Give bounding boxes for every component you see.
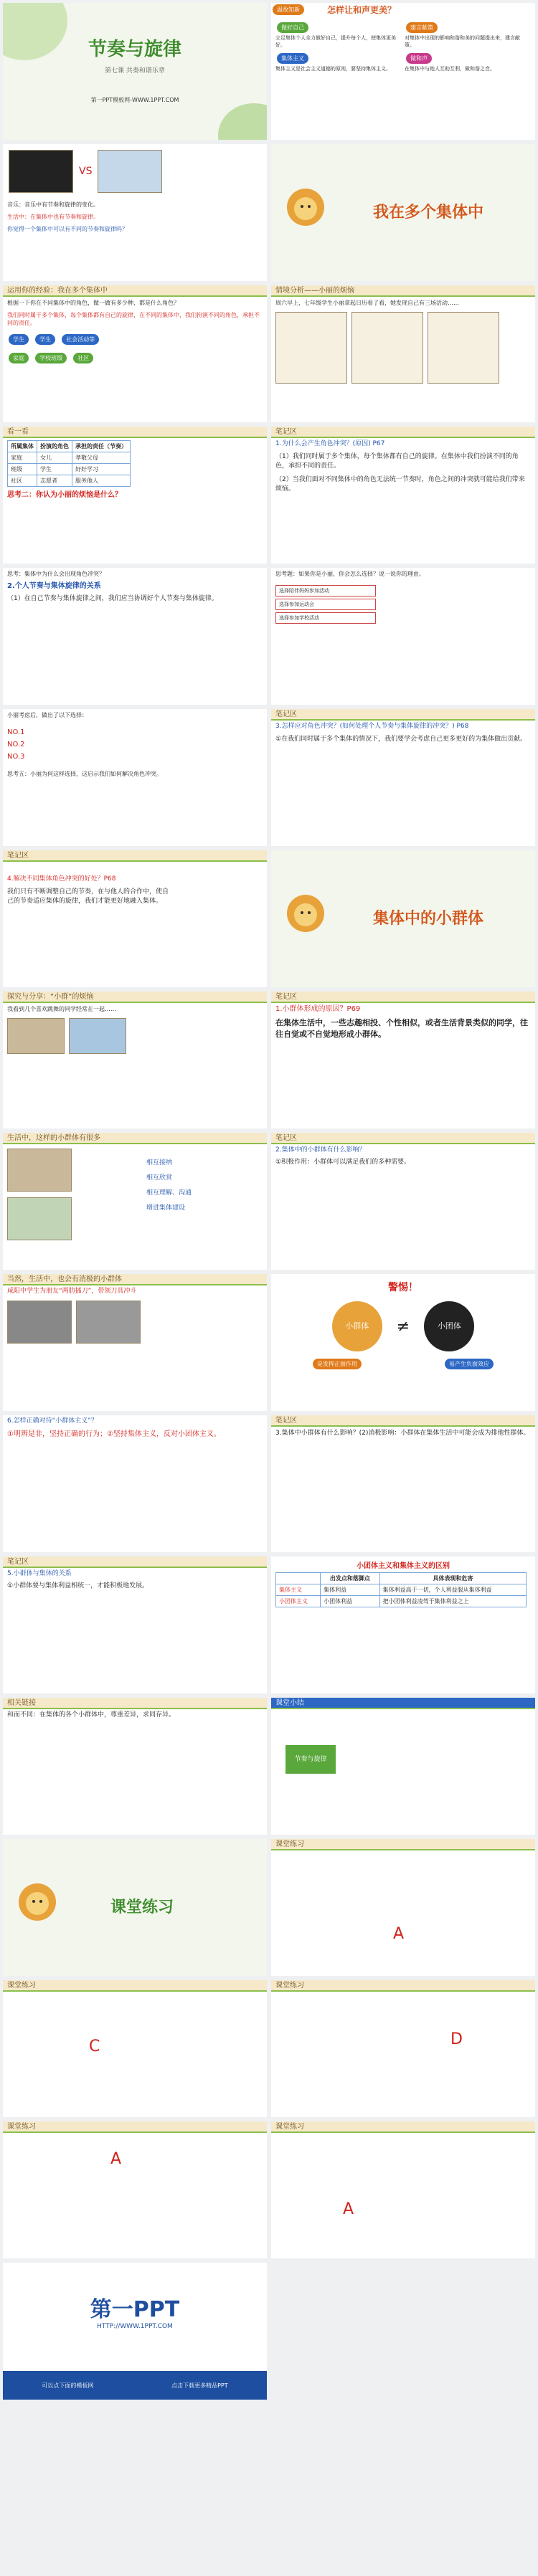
role-cell-3: 社区 xyxy=(73,353,93,363)
note7-header: 笔记区 xyxy=(3,1556,267,1568)
calendar-image-3 xyxy=(428,312,499,384)
note3-t2: 我们只有不断调整自己的节奏，在与他人的合作中，使自己的节奏适应集体的旋律，我们才能更好地融入集体。 xyxy=(7,888,169,905)
choice-opt-2: 选择参加运动会 xyxy=(275,599,376,610)
note7-t2: ①小群体要与集体利益相统一，才能积极地发展。 xyxy=(7,1582,149,1589)
decision-q: 思考五：小丽为何这样选择，这启示我们如何解决角色冲突。 xyxy=(7,771,162,777)
review-t1: 立足集体个人全力做好自己，提升每个人，使集体更美好。 xyxy=(275,35,396,48)
ex1-answer: A xyxy=(393,1925,405,1943)
lion-icon xyxy=(17,1882,57,1925)
td: 服务他人 xyxy=(72,475,131,487)
ex3-header: 课堂练习 xyxy=(271,1980,535,1992)
note6-header: 笔记区 xyxy=(271,1415,535,1427)
note5-t2: ①积极作用：小群体可以满足我们的多种需要。 xyxy=(275,1159,411,1166)
lion-icon xyxy=(285,187,326,230)
role-tag-2: 学生 xyxy=(35,334,55,345)
slide-note7[interactable] xyxy=(3,1556,267,1693)
compare-table xyxy=(275,1572,527,1607)
explore-t: 我看到几个喜欢跳舞的同学经常在一起…… xyxy=(7,1006,116,1012)
slide-negative[interactable] xyxy=(3,1274,267,1411)
slide-section1[interactable] xyxy=(271,144,535,281)
ex1-header: 课堂练习 xyxy=(271,1839,535,1850)
negative-t: 咸阳中学生为朋友“两肋插刀”，带领刀具冲斗 xyxy=(7,1288,137,1295)
attitude-t1: 6.怎样正确对待“小群体主义”？ xyxy=(7,1417,98,1425)
slide-review[interactable] xyxy=(271,3,535,140)
review-b3: 集体主义 xyxy=(277,53,308,64)
slide-ex3[interactable] xyxy=(271,1980,535,2117)
warning-label-1: 是发挥正面作用 xyxy=(313,1359,362,1369)
note1-header: 笔记区 xyxy=(271,427,535,438)
slide-ex1[interactable] xyxy=(271,1839,535,1976)
roles-t2: 我们同时属于多个集体，每个集体都有自己的旋律，在不同的集体中，我们扮演不同的角色，承担不同的责任。 xyxy=(7,312,260,326)
no-1: NO.1 xyxy=(7,728,25,736)
slide-note4[interactable] xyxy=(271,992,535,1128)
th-1: 所属集体 xyxy=(8,441,37,452)
slide-cover[interactable] xyxy=(3,3,267,140)
section2-title: 集体中的小群体 xyxy=(372,910,483,928)
note4-t1: 1.小群体形成的原因？P69 xyxy=(275,1005,361,1013)
news-photo-1 xyxy=(7,1301,72,1344)
slide-decision[interactable] xyxy=(3,709,267,846)
td: 好好学习 xyxy=(72,464,131,475)
music-question: 你觉得一个集体中可以有不同的节奏和旋律吗？ xyxy=(7,226,128,232)
choice-q: 思考题：如果你是小丽，你会怎么选择？说一说你的理由。 xyxy=(275,571,425,577)
th-3: 承担的责任（节奏） xyxy=(72,441,131,452)
relation-q: 思考：集体中为什么会出现角色冲突？ xyxy=(7,571,105,577)
th: 具体表现和危害 xyxy=(379,1573,526,1584)
th: 出发点和落脚点 xyxy=(321,1573,379,1584)
news-photo-2 xyxy=(76,1301,141,1344)
note1-t2: （1）我们同时属于多个集体，每个集体都有自己的旋律。在集体中我们扮演不同的角色，承担不同的责任。 xyxy=(275,453,519,470)
group-tag-3: 相互理解、沟通 xyxy=(146,1189,192,1197)
relation-t: （1）在自己节奏与集体旋律之间，我们应当协调好个人节奏与集体旋律。 xyxy=(7,595,218,602)
review-t2: 对集体中出现的影响和谐和美的问题提出来，建言献策。 xyxy=(405,35,520,48)
role-tag-3: 社会活动等 xyxy=(62,334,99,345)
end-url[interactable]: HTTP://WWW.1PPT.COM xyxy=(97,2323,173,2330)
negative-header: 当然，生活中，也会有消极的小群体 xyxy=(3,1274,267,1285)
slide-roles[interactable] xyxy=(3,285,267,422)
ex2-header: 课堂练习 xyxy=(3,1980,267,1992)
summary-header: 课堂小结 xyxy=(271,1698,535,1709)
td: 孝敬父母 xyxy=(72,452,131,464)
ex4-answer: A xyxy=(110,2150,122,2168)
explore-header: 探究与分享：“小群”的烦恼 xyxy=(3,992,267,1003)
slide-summary[interactable] xyxy=(271,1698,535,1835)
slide-link[interactable] xyxy=(3,1698,267,1835)
group-photo-2 xyxy=(7,1197,72,1240)
slide-ex4[interactable] xyxy=(3,2121,267,2258)
note7-t: 5.小群体与集体的关系 xyxy=(7,1570,72,1577)
vs-label: VS xyxy=(79,166,93,177)
equalizer-image xyxy=(9,150,73,193)
roles-header: 运用你的经验：我在多个集体中 xyxy=(3,285,267,297)
slide-note2[interactable] xyxy=(271,709,535,846)
note5-t1: 2.集体中的小群体有什么影响？ xyxy=(275,1146,366,1154)
neq-sign: ≠ xyxy=(396,1317,410,1336)
photo-group xyxy=(69,1018,126,1054)
review-b4: 做和声 xyxy=(406,53,432,64)
ex5-header: 课堂练习 xyxy=(271,2121,535,2133)
note2-header: 笔记区 xyxy=(271,709,535,721)
end-right[interactable]: 点击下载更多精品PPT xyxy=(171,2382,228,2389)
slide-table-roles[interactable] xyxy=(3,427,267,564)
slide-relation[interactable] xyxy=(3,568,267,705)
calendar-image-2 xyxy=(351,312,423,384)
review-b1: 做好自己 xyxy=(277,22,308,33)
td: 小团体主义 xyxy=(276,1596,321,1607)
slide-explore[interactable] xyxy=(3,992,267,1128)
slide-note1[interactable] xyxy=(271,427,535,564)
role-cell-1: 家庭 xyxy=(9,353,29,363)
clique-circle: 小团体 xyxy=(424,1301,474,1351)
td: 家庭 xyxy=(8,452,37,464)
end-left[interactable]: 可以点下面的模板网 xyxy=(42,2382,94,2389)
review-question: 怎样让和声更美？ xyxy=(327,5,397,15)
slide-choice[interactable] xyxy=(271,568,535,705)
note4-header: 笔记区 xyxy=(271,992,535,1003)
relation-head: 2.个人节奏与集体旋律的关系 xyxy=(7,582,101,590)
note3-header: 笔记区 xyxy=(3,850,267,862)
group-tag-2: 相互欣赏 xyxy=(146,1174,173,1182)
note5-header: 笔记区 xyxy=(271,1133,535,1144)
td: 学生 xyxy=(37,464,72,475)
group-photo-1 xyxy=(7,1149,72,1192)
note4-t2: 在集体生活中，一些志趣相投、个性相似，或者生活背景类似的同学，往往自觉或不自觉地形成小群体。 xyxy=(275,1018,528,1039)
calendar-image-1 xyxy=(275,312,347,384)
exercise-title: 课堂练习 xyxy=(110,1898,174,1916)
ex2-answer: C xyxy=(89,2038,100,2055)
ex5-answer: A xyxy=(343,2200,354,2218)
warning-title: 警惕！ xyxy=(388,1282,418,1293)
case-text: 周六早上，七年级学生小丽拿起日历看了看，她发现自己有三场活动…… xyxy=(275,300,459,306)
cover-title: 节奏与旋律 xyxy=(88,39,181,60)
td: 社区 xyxy=(8,475,37,487)
slide-ex5[interactable] xyxy=(271,2121,535,2258)
slide-note5[interactable] xyxy=(271,1133,535,1270)
review-t3: 集体主义是社会主义道德的原则，要坚持集体主义。 xyxy=(275,66,391,72)
note2-t1: 3.怎样应对角色冲突？(如何处理个人节奏与集体旋律的冲突？) P68 xyxy=(275,723,469,730)
td: 把小团体利益凌驾于集体利益之上 xyxy=(379,1596,526,1607)
music-cap2: 生活中：在集体中也有节奏和旋律。 xyxy=(7,214,99,220)
td: 集体利益高于一切，个人利益服从集体利益 xyxy=(379,1584,526,1596)
td: 集体利益 xyxy=(321,1584,379,1596)
note1-t3: （2）当我们面对不同集体中的角色无法统一节奏时，角色之间的冲突就可能给我们带来烦恼。 xyxy=(275,476,525,493)
slide-groups[interactable] xyxy=(3,1133,267,1270)
note1-t1: 1.为什么会产生角色冲突？(原因) P67 xyxy=(275,440,385,447)
slide-end[interactable] xyxy=(3,2263,267,2400)
attitude-t2: ①明辨是非，坚持正确的行为；②坚持集体主义，反对小团体主义。 xyxy=(7,1430,221,1438)
notes-image xyxy=(98,150,162,193)
music-cap1: 音乐：音乐中有节奏和旋律的变化。 xyxy=(7,201,99,208)
group-tag-4: 增进集体建设 xyxy=(146,1204,186,1212)
role-tag-1: 学生 xyxy=(9,334,29,345)
warning-label-2: 易产生负面效应 xyxy=(445,1359,494,1369)
note3-t: 4.解决不同集体角色冲突的好处？P68 xyxy=(7,875,116,883)
decision-t: 小丽考虑后，做出了以下选择： xyxy=(7,712,88,718)
slide-section2[interactable] xyxy=(271,850,535,987)
no-3: NO.3 xyxy=(7,753,25,761)
review-b2: 建言献策 xyxy=(406,22,438,33)
photo-dance xyxy=(7,1018,65,1054)
groups-header: 生活中，这样的小群体有很多 xyxy=(3,1133,267,1144)
end-logo: 第一PPT xyxy=(90,2297,180,2322)
td: 班级 xyxy=(8,464,37,475)
compare-title: 小团体主义和集体主义的区别 xyxy=(357,1562,450,1570)
td: 集体主义 xyxy=(276,1584,321,1596)
link-t: 和而不同：在集体的各个小群体中，尊重差异，求同存异。 xyxy=(7,1711,176,1719)
review-tag: 温故知新 xyxy=(273,4,304,15)
choice-opt-1: 选择陪伴妈妈参加活动 xyxy=(275,585,376,597)
slide-compare[interactable] xyxy=(271,1556,535,1693)
think-two: 思考二：你认为小丽的烦恼是什么？ xyxy=(7,491,122,499)
section1-title: 我在多个集体中 xyxy=(372,204,483,222)
no-2: NO.2 xyxy=(7,741,25,748)
ex3-answer: D xyxy=(450,2030,463,2048)
ex4-header: 课堂练习 xyxy=(3,2121,267,2133)
slide-attitude[interactable] xyxy=(3,1415,267,1552)
cover-site: 第一PPT模板网-WWW.1PPT.COM xyxy=(90,97,179,103)
choice-opt-3: 选择参加学校活动 xyxy=(275,612,376,624)
role-cell-2: 学校班级 xyxy=(35,353,67,363)
note2-t2: ①在我们同时属于多个集体的情况下，我们要学会考虑自己更多更好的为集体做出贡献。 xyxy=(275,736,527,743)
th-2: 扮演的角色 xyxy=(37,441,72,452)
group-tag-1: 相互接纳 xyxy=(146,1159,173,1166)
roles-t1: 根据一下你在不同集体中的角色，做一做有多少种，都是什么角色？ xyxy=(7,300,179,306)
review-t4: 在集体中与他人互助互利，做和谐之音。 xyxy=(405,66,495,72)
slide-exercise-title[interactable] xyxy=(3,1839,267,1976)
slide-music[interactable] xyxy=(3,144,267,281)
slide-ex2[interactable] xyxy=(3,1980,267,2117)
th xyxy=(276,1573,321,1584)
td: 志愿者 xyxy=(37,475,72,487)
small-group-circle: 小群体 xyxy=(332,1301,382,1351)
lion-icon xyxy=(285,893,326,936)
summary-root: 节奏与旋律 xyxy=(285,1745,336,1774)
slide-note6[interactable] xyxy=(271,1415,535,1552)
cover-subtitle: 第七课 共奏和谐乐章 xyxy=(105,67,165,75)
note6-t: 3.集体中小群体有什么影响？(2)消极影响：小群体在集体生活中可能会成为排他性群体。 xyxy=(275,1430,530,1437)
slide-warning[interactable] xyxy=(271,1274,535,1411)
td: 女儿 xyxy=(37,452,72,464)
td: 小团体利益 xyxy=(321,1596,379,1607)
slide-case[interactable] xyxy=(271,285,535,422)
link-header: 相关链接 xyxy=(3,1698,267,1709)
slide-note3[interactable] xyxy=(3,850,267,987)
table-roles-header: 看一看 xyxy=(3,427,267,438)
roles-table xyxy=(7,440,131,487)
case-header: 情境分析——小丽的烦恼 xyxy=(271,285,535,297)
